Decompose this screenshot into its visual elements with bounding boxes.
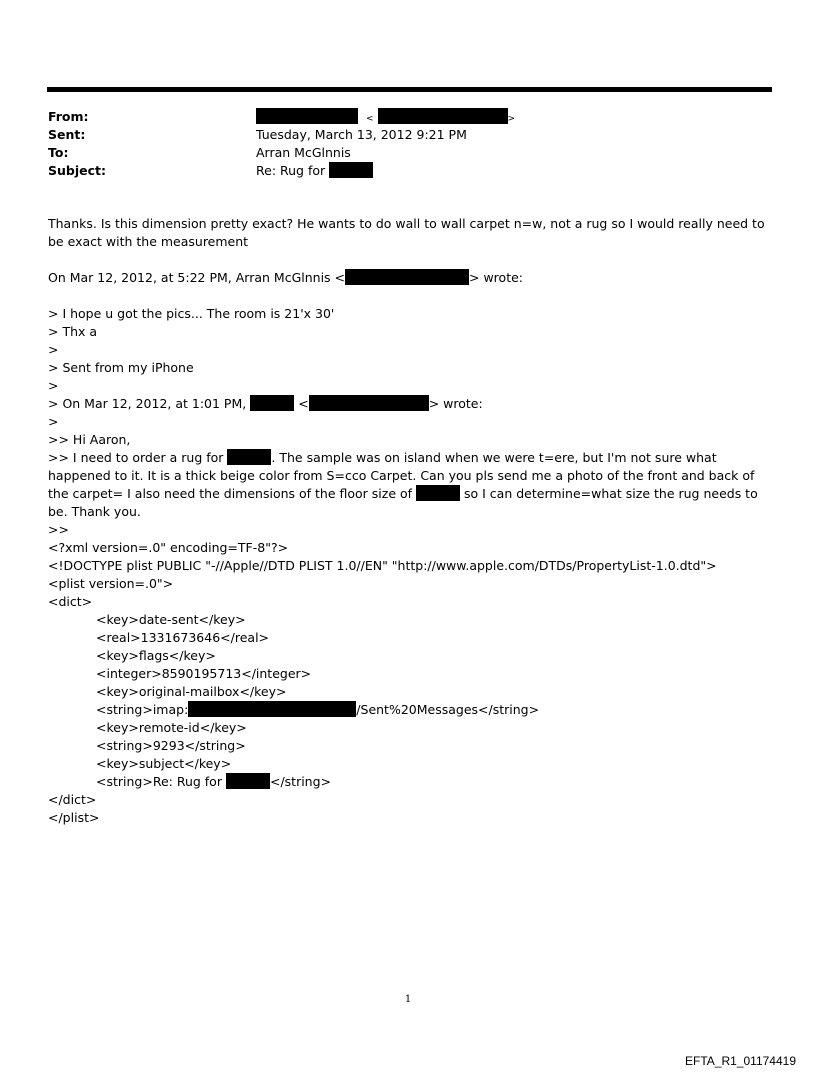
redaction-box: [227, 449, 271, 465]
to-value: Arran McGlnnis: [256, 145, 351, 160]
redaction-box: [256, 108, 358, 124]
quoted-text: so I can determine=what size the rug needs to be. Thank you.: [48, 486, 758, 519]
redaction-box: [188, 701, 356, 717]
reply-paragraph: Thanks. Is this dimension pretty exact? He wants to do wall to wall carpet n=w, not a rug so I would really need to be exact with the measurement: [48, 216, 765, 249]
page-number: 1: [404, 994, 412, 1005]
plist-text: /Sent%20Messages</string>: [356, 702, 540, 717]
plist-text: <string>imap:: [96, 702, 189, 717]
quoted-block: [48, 305, 770, 827]
from-label: From:: [48, 109, 89, 124]
plist-line: <key>flags</key>: [96, 648, 216, 663]
from-lt: <: [365, 114, 374, 124]
plist-line: <key>remote-id</key>: [96, 720, 247, 735]
quote-attribution-1: [48, 269, 770, 287]
plist-line: <real>1331673646</real>: [96, 630, 270, 645]
plist-text: <string>Re: Rug for: [96, 774, 222, 789]
quoted-line: >> Hi Aaron,: [48, 432, 131, 447]
quoted-line: >: [48, 342, 59, 357]
quoted-line: >>: [48, 522, 69, 537]
plist-text: </string>: [269, 774, 332, 789]
quoted-text: . The sample was on island when we were t=ere, but I'm not sure what happened to it. It is a thick beige color from S=cco Carpet. Can you pls send me a photo of the front and back of the carpet= I also need the dimensions of the floor size of: [48, 450, 755, 501]
quoted-line: >: [48, 378, 59, 393]
redaction-box: [250, 395, 294, 411]
plist-line: <string>9293</string>: [96, 738, 246, 753]
subject-text: Re: Rug for: [256, 163, 326, 178]
quoted-text: >> I need to order a rug for: [48, 450, 224, 465]
sent-label: Sent:: [48, 127, 86, 142]
redaction-box: [378, 108, 508, 124]
redaction-box: [226, 773, 270, 789]
attribution-prefix: On Mar 12, 2012, at 5:22 PM, Arran McGlnnis <: [48, 270, 346, 285]
header-rule: [47, 87, 772, 92]
from-row: [48, 108, 515, 126]
quoted-line: > Thx a: [48, 324, 98, 339]
plist-line: </plist>: [48, 810, 100, 825]
email-header: [48, 108, 515, 180]
plist-line: <key>original-mailbox</key>: [96, 684, 287, 699]
redaction-box: [345, 269, 469, 285]
attribution-prefix: > On Mar 12, 2012, at 1:01 PM,: [48, 396, 247, 411]
redaction-box: [309, 395, 429, 411]
plist-line: [48, 701, 770, 719]
plist-line: [48, 773, 770, 791]
redaction-box: [329, 162, 373, 178]
plist-line: <plist version=.0">: [48, 576, 174, 591]
plist-line: <integer>8590195713</integer>: [96, 666, 312, 681]
sent-row: [48, 126, 515, 144]
attribution-suffix: > wrote:: [469, 270, 524, 285]
to-row: [48, 144, 515, 162]
subject-row: [48, 162, 515, 180]
sent-value: Tuesday, March 13, 2012 9:21 PM: [256, 127, 467, 142]
plist-line: </dict>: [48, 792, 97, 807]
plist-line: <dict>: [48, 594, 93, 609]
plist-line: <key>date-sent</key>: [96, 612, 246, 627]
quoted-paragraph: [48, 449, 770, 521]
quoted-line: > Sent from my iPhone: [48, 360, 194, 375]
plist-line: <?xml version=.0" encoding=TF-8"?>: [48, 540, 289, 555]
from-value: [256, 108, 515, 126]
subject-value: [256, 162, 373, 180]
plist-line: <key>subject</key>: [96, 756, 232, 771]
quoted-attribution-2: [48, 395, 770, 413]
subject-label: Subject:: [48, 163, 106, 178]
redaction-box: [416, 485, 460, 501]
attribution-lt: <: [298, 396, 309, 411]
bates-number: EFTA_R1_01174419: [685, 1054, 796, 1068]
quoted-line: >: [48, 414, 59, 429]
attribution-suffix: > wrote:: [428, 396, 483, 411]
quoted-line: > I hope u got the pics... The room is 21'x 30': [48, 306, 335, 321]
from-gt: >: [507, 114, 516, 124]
to-label: To:: [48, 145, 69, 160]
plist-line: <!DOCTYPE plist PUBLIC "-//Apple//DTD PLIST 1.0//EN" "http://www.apple.com/DTDs/PropertyList-1.0.dtd">: [48, 558, 717, 573]
